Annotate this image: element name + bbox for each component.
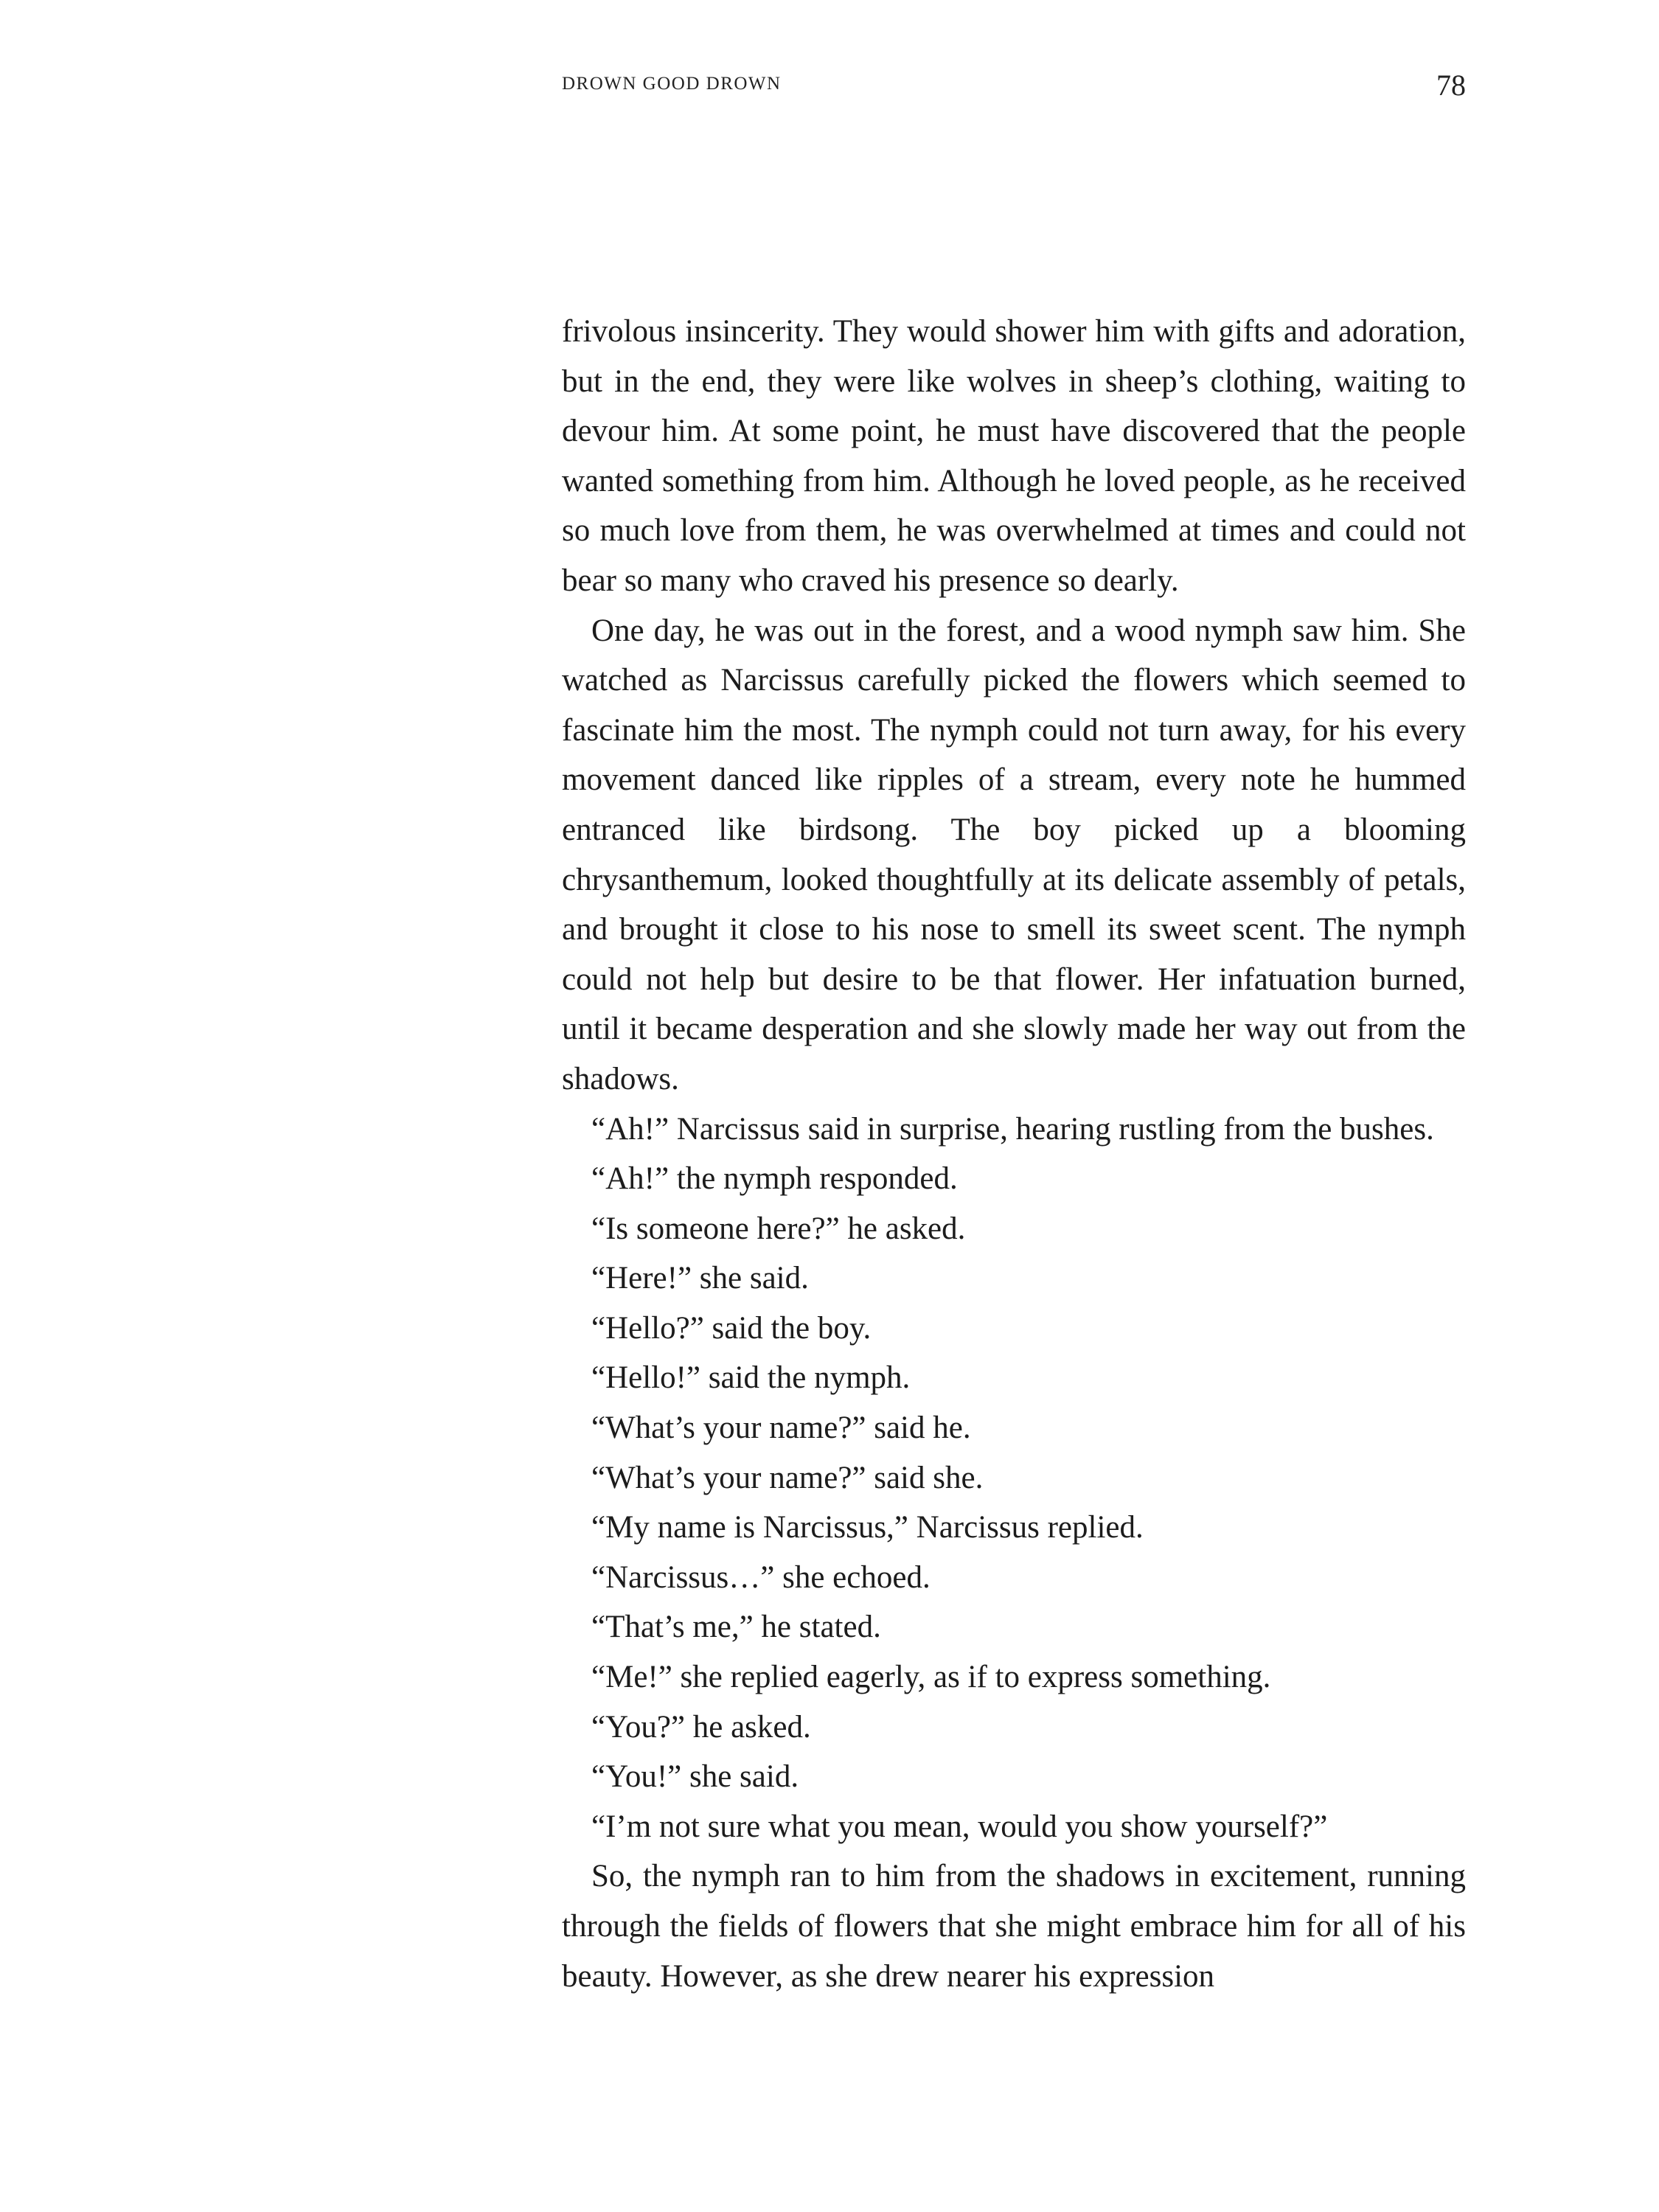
paragraph: frivolous insincerity. They would shower him with gifts and adoration, but in the end, they were like wolves in sheep’s clothing, waiting to devour him. At some point, he must have discovered that the people wanted something from him. Although he loved people, as he received so much love from them, he was overwhelmed at times and could not bear so many who craved his presence so dearly. <box>562 314 1466 598</box>
dialogue-line: “My name is Narcissus,” Narcissus replied. <box>591 1510 1144 1545</box>
paragraph: One day, he was out in the forest, and a wood nymph saw him. She watched as Narcissus carefully picked the flowers which seemed to fascinate him the most. The nymph could not turn away, for his every movement danced like ripples of a stream, every note he hummed entranced like birdsong. The boy picked up a blooming chrysanthemum, looked thoughtfully at its delicate assembly of petals, and brought it close to his nose to smell its sweet scent. The nymph could not help but desire to be that flower. Her infatuation burned, until it became desperation and she slowly made her way out from the shadows. <box>562 613 1466 1096</box>
dialogue-line: “What’s your name?” said she. <box>591 1460 984 1495</box>
dialogue-line: “What’s your name?” said he. <box>591 1411 971 1446</box>
dialogue-line: “That’s me,” he stated. <box>591 1610 881 1645</box>
dialogue-line: “Me!” she replied eagerly, as if to express something. <box>591 1660 1271 1695</box>
dialogue-line: “I’m not sure what you mean, would you show yourself?” <box>591 1809 1328 1844</box>
paragraph: So, the nymph ran to him from the shadows in excitement, running through the fields of flowers that she might embrace him for all of his beauty. However, as she drew nearer his expression <box>562 1859 1466 1994</box>
dialogue-line: “Is someone here?” he asked. <box>591 1211 966 1246</box>
body-text <box>562 307 1466 2001</box>
dialogue-line: “Narcissus…” she echoed. <box>591 1559 931 1595</box>
dialogue-line: “Ah!” the nymph responded. <box>591 1161 958 1197</box>
dialogue-line: “Hello?” said the boy. <box>591 1310 872 1346</box>
dialogue-line: “You?” he asked. <box>591 1709 811 1745</box>
dialogue-line: “Ah!” Narcissus said in surprise, hearing rustling from the bushes. <box>591 1111 1434 1147</box>
dialogue-line: “You!” she said. <box>591 1759 799 1795</box>
running-head: DROWN GOOD DROWN <box>562 74 782 94</box>
dialogue-line: “Hello!” said the nymph. <box>591 1360 911 1396</box>
page-number: 78 <box>1436 69 1466 102</box>
dialogue-line: “Here!” she said. <box>591 1261 809 1296</box>
